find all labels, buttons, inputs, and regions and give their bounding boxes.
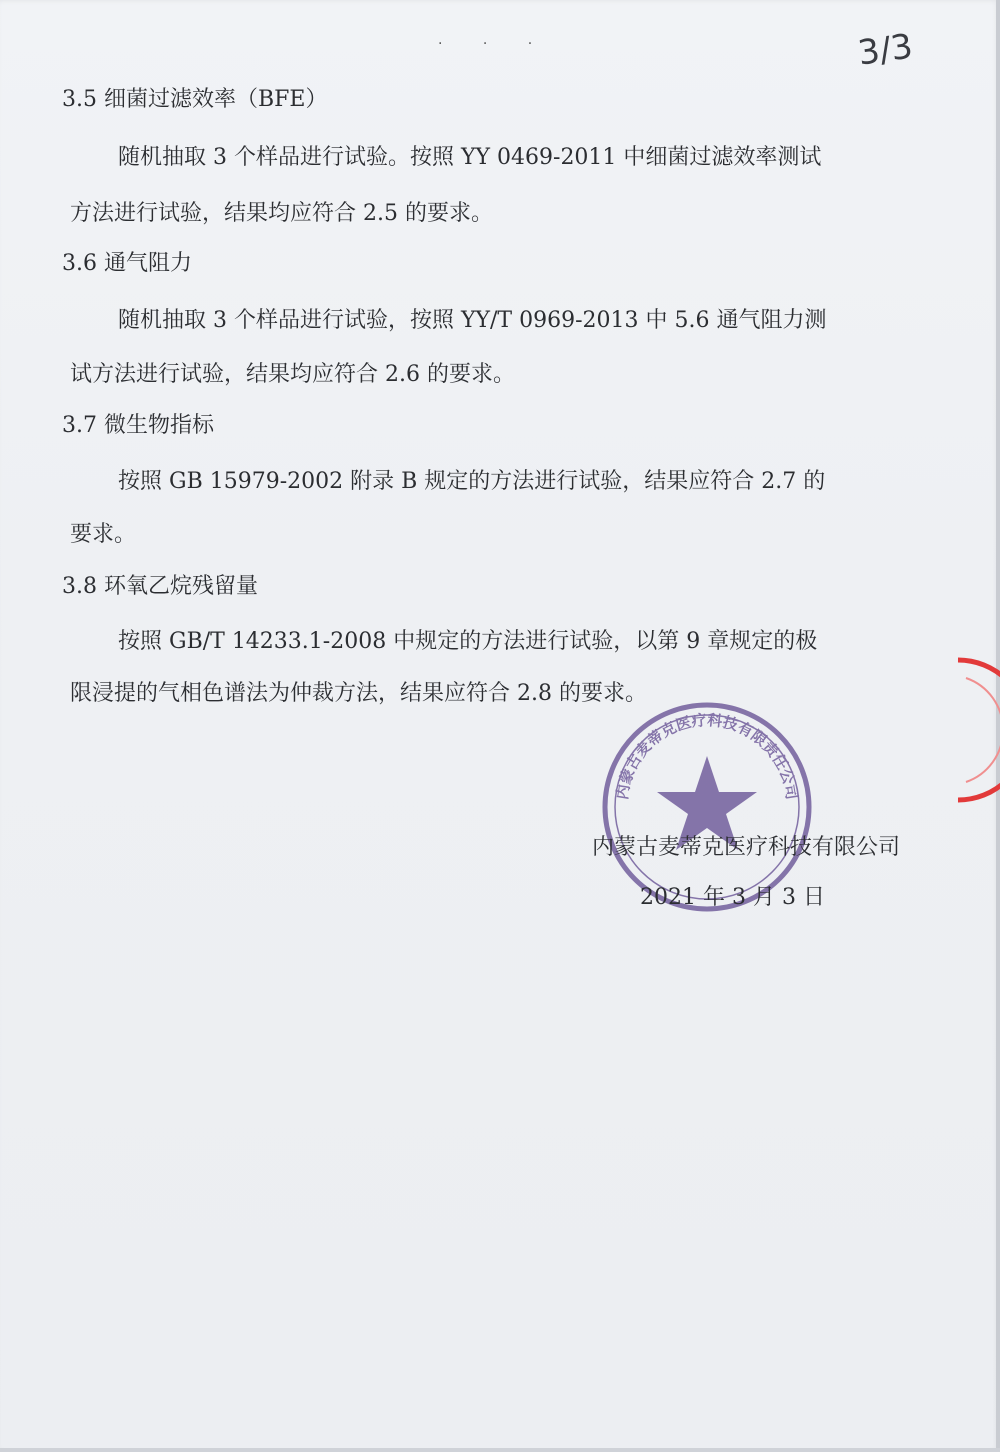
section-3-5-line-2: 方法进行试验，结果均应符合 2.5 的要求。	[70, 201, 493, 226]
section-3-8-line-2: 限浸提的气相色谱法为仲裁方法，结果应符合 2.8 的要求。	[70, 681, 647, 706]
section-3-7-line-1: 按照 GB 15979-2002 附录 B 规定的方法进行试验，结果应符合 2.7 的	[118, 469, 826, 494]
section-3-6-line-2: 试方法进行试验，结果均应符合 2.6 的要求。	[70, 362, 515, 387]
section-3-5-line-1: 随机抽取 3 个样品进行试验。按照 YY 0469-2011 中细菌过滤效率测试	[118, 145, 822, 170]
page-number-mark: 3/3	[855, 26, 916, 74]
signature-date: 2021 年 3 月 3 日	[640, 885, 825, 910]
section-3-8-line-1: 按照 GB/T 14233.1-2008 中规定的方法进行试验，以第 9 章规定的极	[118, 629, 818, 654]
section-3-7-line-2: 要求。	[70, 522, 137, 547]
page-bottom-edge	[0, 1448, 1000, 1452]
company-name: 内蒙古麦蒂克医疗科技有限公司	[591, 835, 900, 860]
section-heading-3-5: 3.5 细菌过滤效率（BFE）	[62, 87, 328, 112]
side-seal	[940, 650, 1000, 810]
section-3-6-line-1: 随机抽取 3 个样品进行试验，按照 YY/T 0969-2013 中 5.6 通气阻力测	[118, 308, 827, 333]
section-heading-3-7: 3.7 微生物指标	[62, 413, 214, 438]
section-heading-3-8: 3.8 环氧乙烷残留量	[62, 574, 258, 599]
scan-dots: · · ·	[438, 36, 551, 52]
side-seal-inner-ring	[966, 678, 1000, 782]
seal-text: 内蒙古麦蒂克医疗科技有限责任公司	[612, 711, 802, 801]
section-heading-3-6: 3.6 通气阻力	[62, 251, 192, 276]
side-seal-ring	[958, 660, 1000, 800]
